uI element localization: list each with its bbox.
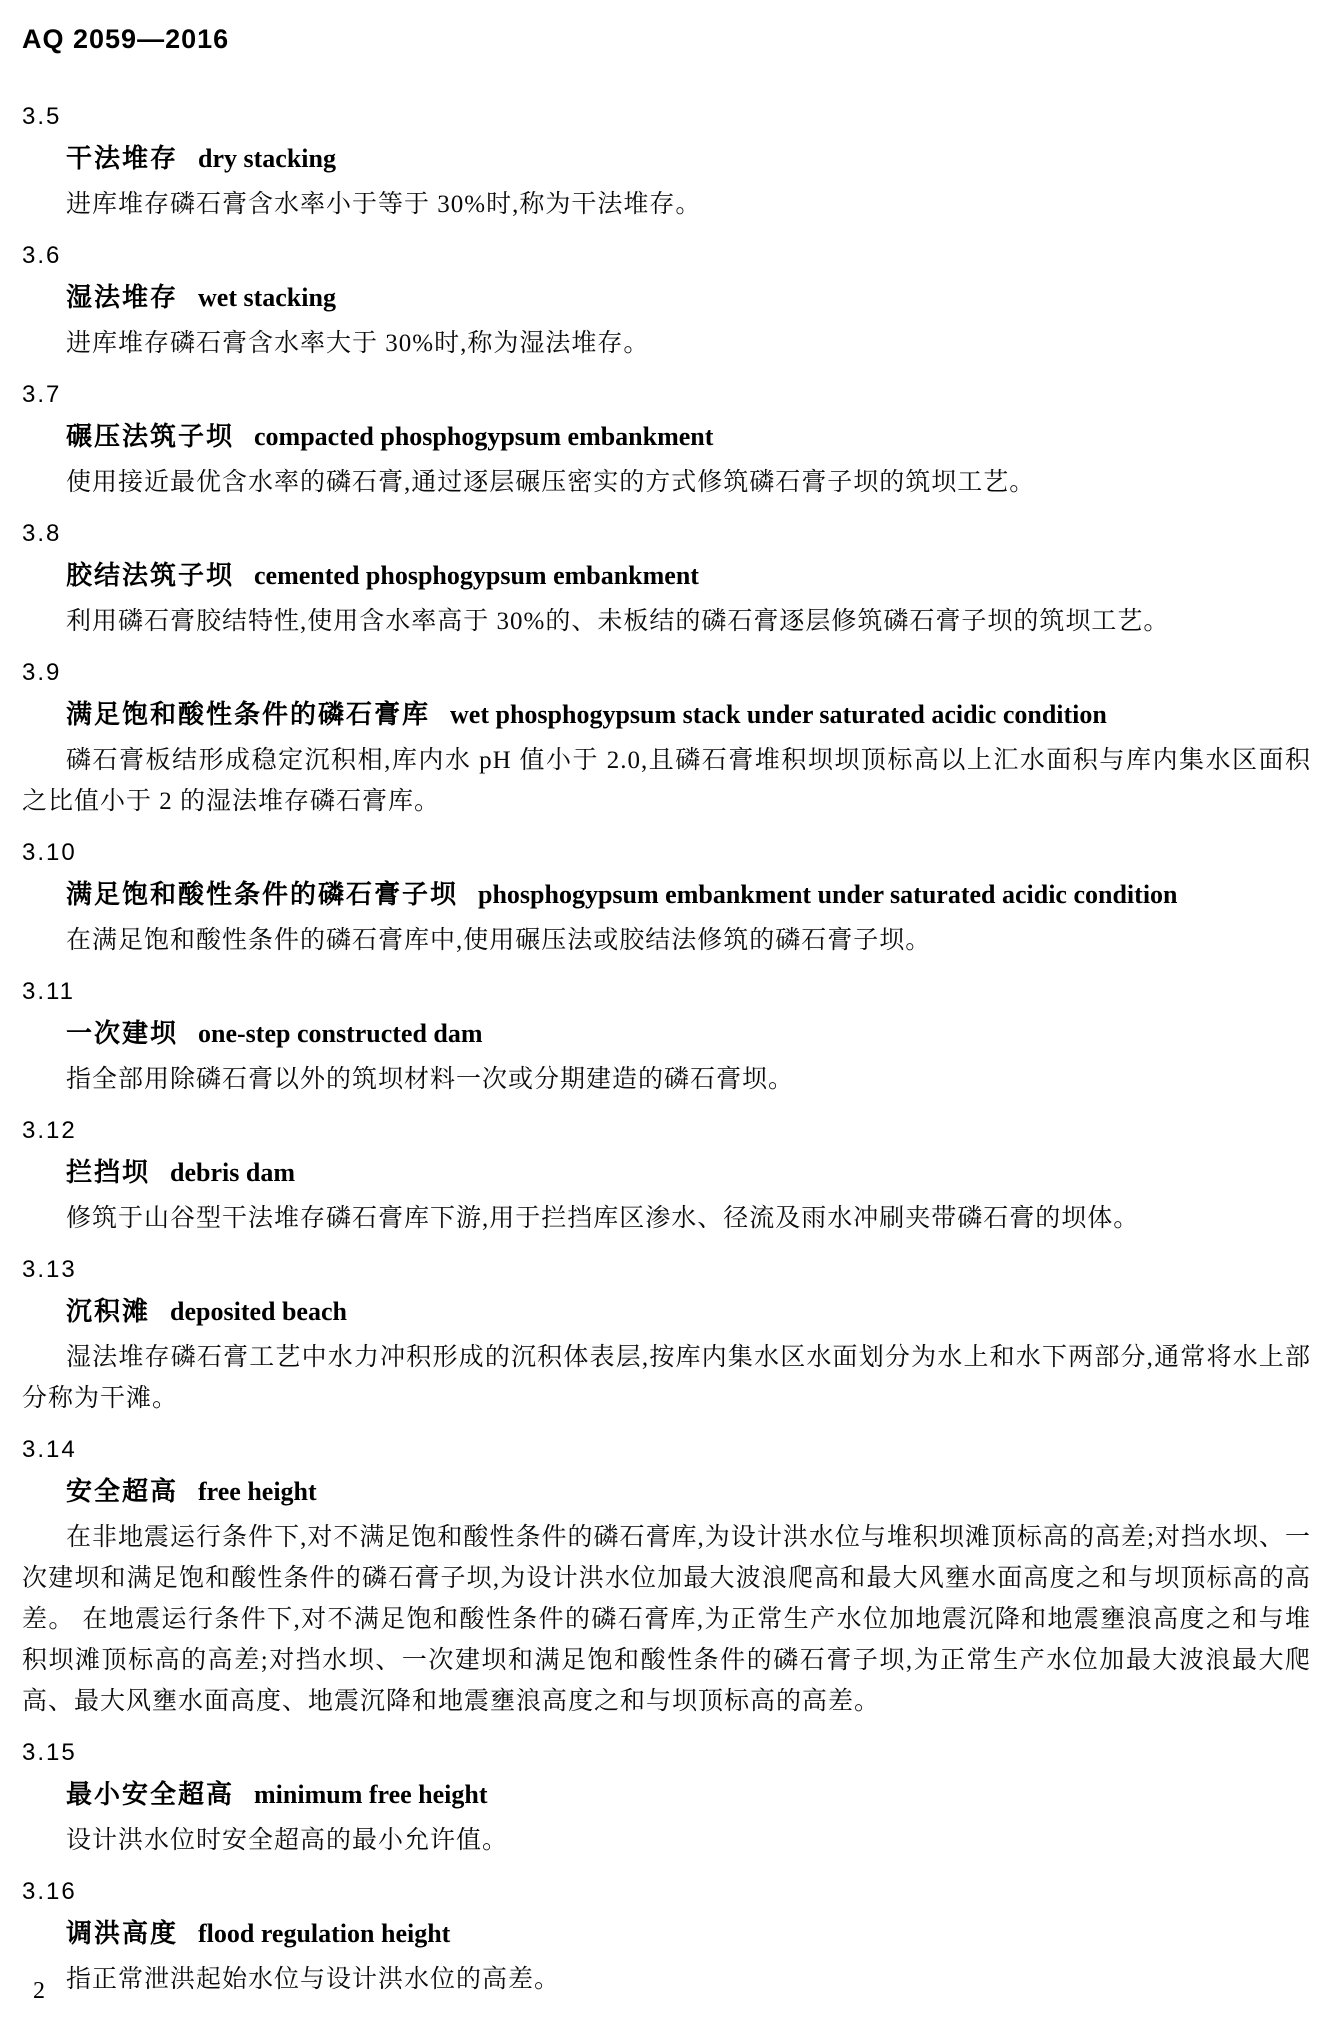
- term-heading: [66, 415, 1311, 462]
- term-heading: [66, 276, 1311, 323]
- term-chinese: 干法堆存: [66, 143, 179, 173]
- term-entry: [22, 1733, 1311, 1861]
- term-heading: [66, 1290, 1311, 1337]
- term-entry: [22, 833, 1311, 961]
- term-entry: [22, 1430, 1311, 1722]
- term-entry: [22, 236, 1311, 364]
- section-number: 3.12: [22, 1117, 77, 1144]
- section-number: 3.13: [22, 1256, 77, 1283]
- term-entry: [22, 1250, 1311, 1419]
- term-entry: [22, 653, 1311, 822]
- term-heading: [66, 693, 1311, 740]
- terms-section-list: [22, 97, 1311, 2000]
- term-definition: 进库堆存磷石膏含水率小于等于 30%时,称为干法堆存。: [66, 191, 702, 218]
- term-definition: 在满足饱和酸性条件的磷石膏库中,使用碾压法或胶结法修筑的磷石膏子坝。: [66, 927, 932, 954]
- term-english: wet stacking: [198, 283, 336, 312]
- term-heading: [66, 137, 1311, 184]
- section-number: 3.16: [22, 1878, 77, 1905]
- term-heading: [66, 873, 1311, 920]
- term-entry: [22, 97, 1311, 225]
- term-heading: [66, 1773, 1311, 1820]
- section-number: 3.6: [22, 242, 62, 269]
- standard-number-header: AQ 2059—2016: [22, 24, 230, 54]
- term-english: dry stacking: [198, 144, 336, 173]
- term-entry: [22, 1872, 1311, 2000]
- term-definition: 利用磷石膏胶结特性,使用含水率高于 30%的、未板结的磷石膏逐层修筑磷石膏子坝的筑坝工艺。: [66, 608, 1170, 635]
- term-chinese: 安全超高: [66, 1476, 179, 1506]
- term-definition: 在非地震运行条件下,对不满足饱和酸性条件的磷石膏库,为设计洪水位与堆积坝滩顶标高的高差;对挡水坝、一次建坝和满足饱和酸性条件的磷石膏子坝,为设计洪水位加最大波浪爬高和最大风壅水面高度之和与坝顶标高的高差。 在地震运行条件下,对不满足饱和酸性条件的磷石膏库,为正常生产水位加地震沉降和地震壅浪高度之和与堆积坝滩顶标高的高差;对挡水坝、一次建坝和满足饱和酸性条件的磷石膏子坝,为正常生产水位加最大波浪最大爬高、最大风壅水面高度、地震沉降和地震壅浪高度之和与坝顶标高的高差。: [22, 1524, 1311, 1715]
- term-heading: [66, 554, 1311, 601]
- section-number: 3.10: [22, 839, 77, 866]
- term-definition: 磷石膏板结形成稳定沉积相,库内水 pH 值小于 2.0,且磷石膏堆积坝坝顶标高以上汇水面积与库内集水区面积之比值小于 2 的湿法堆存磷石膏库。: [22, 747, 1311, 815]
- term-heading: [66, 1012, 1311, 1059]
- term-english: phosphogypsum embankment under saturated acidic condition: [478, 880, 1178, 909]
- section-number: 3.9: [22, 659, 62, 686]
- term-chinese: 满足饱和酸性条件的磷石膏子坝: [66, 879, 459, 909]
- term-chinese: 胶结法筑子坝: [66, 560, 235, 590]
- section-number: 3.11: [22, 978, 75, 1005]
- term-definition: 指全部用除磷石膏以外的筑坝材料一次或分期建造的磷石膏坝。: [66, 1066, 795, 1093]
- term-definition: 设计洪水位时安全超高的最小允许值。: [66, 1827, 509, 1854]
- term-english: deposited beach: [170, 1297, 347, 1326]
- term-entry: [22, 514, 1311, 642]
- term-chinese: 一次建坝: [66, 1018, 179, 1048]
- term-english: free height: [198, 1477, 317, 1506]
- section-number: 3.8: [22, 520, 62, 547]
- term-definition: 修筑于山谷型干法堆存磷石膏库下游,用于拦挡库区渗水、径流及雨水冲刷夹带磷石膏的坝体。: [66, 1205, 1140, 1232]
- section-number: 3.15: [22, 1739, 77, 1766]
- term-heading: [66, 1470, 1311, 1517]
- term-chinese: 最小安全超高: [66, 1779, 235, 1809]
- term-definition: 湿法堆存磷石膏工艺中水力冲积形成的沉积体表层,按库内集水区水面划分为水上和水下两部分,通常将水上部分称为干滩。: [22, 1344, 1311, 1412]
- term-definition: 指正常泄洪起始水位与设计洪水位的高差。: [66, 1966, 561, 1993]
- term-entry: [22, 375, 1311, 503]
- section-number: 3.7: [22, 381, 62, 408]
- section-number: 3.5: [22, 103, 62, 130]
- term-chinese: 拦挡坝: [66, 1157, 151, 1187]
- term-english: cemented phosphogypsum embankment: [254, 561, 699, 590]
- term-chinese: 调洪高度: [66, 1918, 179, 1948]
- term-chinese: 沉积滩: [66, 1296, 151, 1326]
- term-entry: [22, 972, 1311, 1100]
- term-chinese: 满足饱和酸性条件的磷石膏库: [66, 699, 431, 729]
- term-definition: 使用接近最优含水率的磷石膏,通过逐层碾压密实的方式修筑磷石膏子坝的筑坝工艺。: [66, 469, 1036, 496]
- term-heading: [66, 1912, 1311, 1959]
- section-number: 3.14: [22, 1436, 77, 1463]
- term-english: wet phosphogypsum stack under saturated acidic condition: [450, 700, 1107, 729]
- term-definition: 进库堆存磷石膏含水率大于 30%时,称为湿法堆存。: [66, 330, 650, 357]
- term-english: debris dam: [170, 1158, 295, 1187]
- term-heading: [66, 1151, 1311, 1198]
- term-english: minimum free height: [254, 1780, 488, 1809]
- term-english: compacted phosphogypsum embankment: [254, 422, 714, 451]
- term-entry: [22, 1111, 1311, 1239]
- term-chinese: 湿法堆存: [66, 282, 179, 312]
- term-english: flood regulation height: [198, 1919, 451, 1948]
- page-number: 2: [33, 1978, 45, 2004]
- term-chinese: 碾压法筑子坝: [66, 421, 235, 451]
- term-english: one-step constructed dam: [198, 1019, 483, 1048]
